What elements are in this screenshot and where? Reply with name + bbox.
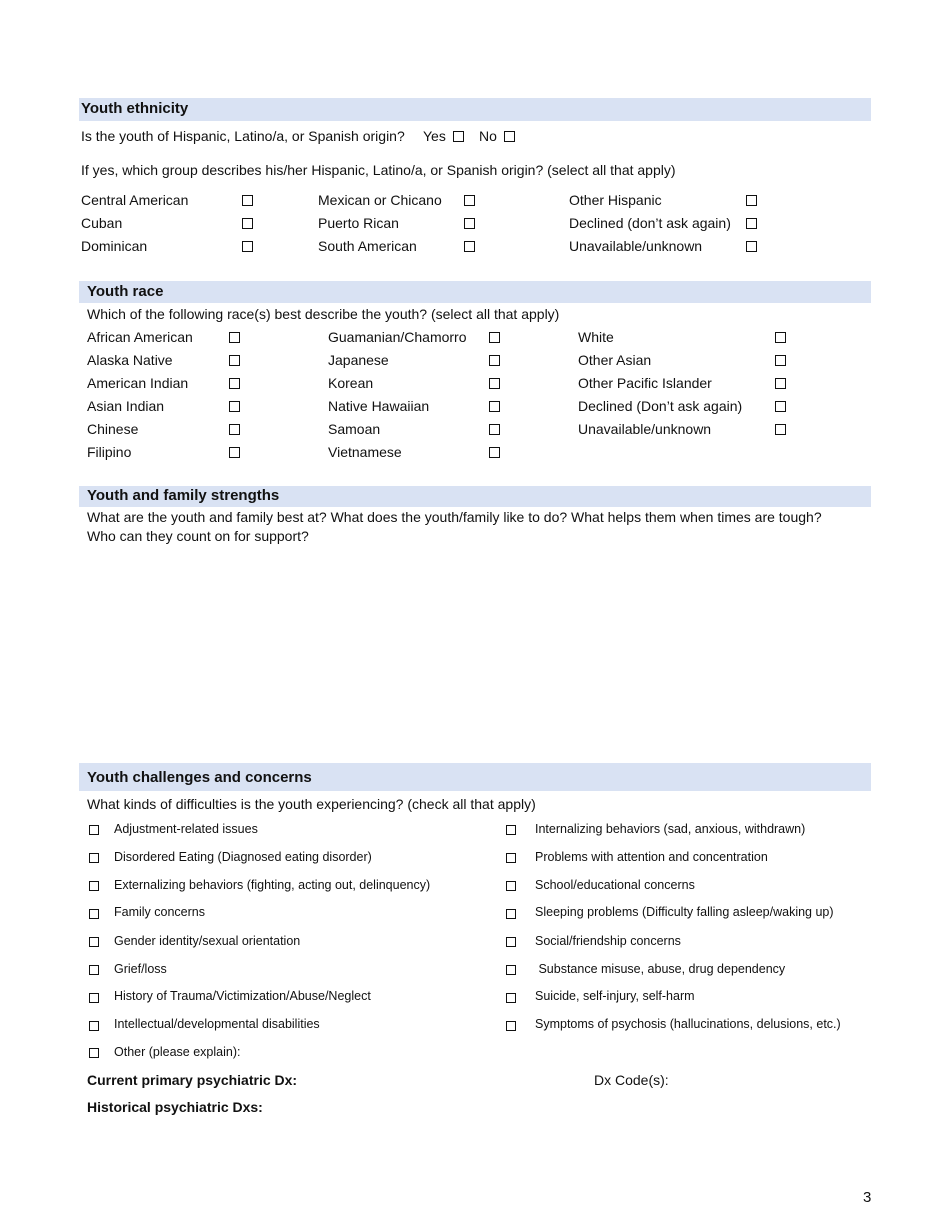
race-checkbox-declined[interactable] [775, 401, 786, 412]
chk-other[interactable] [89, 1048, 99, 1058]
race-option-asian-indian: Asian Indian [87, 398, 165, 414]
race-checkbox-samoan[interactable] [489, 424, 500, 435]
challenges-question: What kinds of difficulties is the youth experiencing? (check all that apply) [87, 796, 536, 812]
label-gender-identity: Gender identity/sexual orientation [114, 934, 301, 948]
eth-checkbox-mexican[interactable] [464, 195, 475, 206]
race-option-unknown: Unavailable/unknown [578, 421, 712, 437]
eth-checkbox-central-american[interactable] [242, 195, 253, 206]
race-checkbox-korean[interactable] [489, 378, 500, 389]
label-family: Family concerns [114, 905, 205, 919]
race-checkbox-other-asian[interactable] [775, 355, 786, 366]
eth-checkbox-unknown[interactable] [746, 241, 757, 252]
race-checkbox-asian-indian[interactable] [229, 401, 240, 412]
hispanic-yes-checkbox[interactable] [453, 131, 464, 142]
eth-option-dominican: Dominican [81, 238, 148, 254]
race-option-american-indian: American Indian [87, 375, 189, 391]
label-externalizing: Externalizing behaviors (fighting, acting out, delinquency) [114, 878, 431, 892]
label-internalizing: Internalizing behaviors (sad, anxious, withdrawn) [535, 822, 806, 836]
race-question: Which of the following race(s) best describe the youth? (select all that apply) [87, 306, 560, 322]
chk-disordered-eating[interactable] [89, 853, 99, 863]
label-other: Other (please explain): [114, 1045, 241, 1059]
chk-trauma[interactable] [89, 993, 99, 1003]
label-substance: Substance misuse, abuse, drug dependency [535, 962, 786, 976]
hispanic-question: Is the youth of Hispanic, Latino/a, or Spanish origin? [81, 128, 405, 144]
chk-externalizing[interactable] [89, 881, 99, 891]
strengths-prompt-line1: What are the youth and family best at? What does the youth/family like to do? What helps them when times are tough? [87, 509, 822, 525]
hispanic-yes-label: Yes [423, 128, 446, 144]
eth-checkbox-dominican[interactable] [242, 241, 253, 252]
page-number: 3 [863, 1189, 872, 1206]
primary-dx-label: Current primary psychiatric Dx: [87, 1072, 298, 1088]
chk-adjustment[interactable] [89, 825, 99, 835]
eth-option-cuban: Cuban [81, 215, 123, 231]
race-option-other-asian: Other Asian [578, 352, 652, 368]
eth-checkbox-puerto-rican[interactable] [464, 218, 475, 229]
race-checkbox-vietnamese[interactable] [489, 447, 500, 458]
challenges-heading: Youth challenges and concerns [79, 763, 871, 791]
race-option-guamanian: Guamanian/Chamorro [328, 329, 467, 345]
eth-option-puerto-rican: Puerto Rican [318, 215, 399, 231]
label-adjustment: Adjustment-related issues [114, 822, 258, 836]
label-attention: Problems with attention and concentration [535, 850, 768, 864]
eth-checkbox-south-american[interactable] [464, 241, 475, 252]
race-checkbox-white[interactable] [775, 332, 786, 343]
race-checkbox-native-hawaiian[interactable] [489, 401, 500, 412]
label-social: Social/friendship concerns [535, 934, 681, 948]
chk-intellectual[interactable] [89, 1021, 99, 1031]
eth-option-central-american: Central American [81, 192, 189, 208]
chk-school[interactable] [506, 881, 516, 891]
race-checkbox-filipino[interactable] [229, 447, 240, 458]
race-heading: Youth race [79, 281, 871, 303]
label-suicide: Suicide, self-injury, self-harm [535, 989, 695, 1003]
eth-option-south-american: South American [318, 238, 417, 254]
label-disordered-eating: Disordered Eating (Diagnosed eating disorder) [114, 850, 372, 864]
race-checkbox-other-pacific-islander[interactable] [775, 378, 786, 389]
hispanic-followup: If yes, which group describes his/her Hispanic, Latino/a, or Spanish origin? (select all that apply) [81, 162, 676, 178]
race-checkbox-american-indian[interactable] [229, 378, 240, 389]
chk-internalizing[interactable] [506, 825, 516, 835]
eth-option-unknown: Unavailable/unknown [569, 238, 703, 254]
race-option-alaska-native: Alaska Native [87, 352, 173, 368]
race-option-korean: Korean [328, 375, 374, 391]
strengths-response-area[interactable] [87, 552, 867, 752]
eth-option-declined: Declined (don’t ask again) [569, 215, 731, 231]
chk-psychosis[interactable] [506, 1021, 516, 1031]
hispanic-no-label: No [479, 128, 497, 144]
chk-suicide[interactable] [506, 993, 516, 1003]
race-option-chinese: Chinese [87, 421, 139, 437]
label-school: School/educational concerns [535, 878, 695, 892]
race-option-declined: Declined (Don’t ask again) [578, 398, 743, 414]
hispanic-no-checkbox[interactable] [504, 131, 515, 142]
dx-code-label: Dx Code(s): [594, 1072, 669, 1088]
eth-checkbox-declined[interactable] [746, 218, 757, 229]
race-option-filipino: Filipino [87, 444, 132, 460]
race-option-japanese: Japanese [328, 352, 389, 368]
chk-substance[interactable] [506, 965, 516, 975]
race-option-samoan: Samoan [328, 421, 381, 437]
eth-checkbox-other-hispanic[interactable] [746, 195, 757, 206]
strengths-heading: Youth and family strengths [79, 486, 871, 507]
race-checkbox-guamanian[interactable] [489, 332, 500, 343]
chk-family[interactable] [89, 909, 99, 919]
chk-gender-identity[interactable] [89, 937, 99, 947]
race-option-vietnamese: Vietnamese [328, 444, 402, 460]
chk-social[interactable] [506, 937, 516, 947]
race-option-native-hawaiian: Native Hawaiian [328, 398, 430, 414]
label-psychosis: Symptoms of psychosis (hallucinations, delusions, etc.) [535, 1017, 841, 1031]
race-checkbox-unknown[interactable] [775, 424, 786, 435]
strengths-prompt-line2: Who can they count on for support? [87, 528, 309, 544]
eth-option-other-hispanic: Other Hispanic [569, 192, 662, 208]
eth-option-mexican: Mexican or Chicano [318, 192, 442, 208]
race-option-white: White [578, 329, 614, 345]
label-grief: Grief/loss [114, 962, 167, 976]
label-sleeping: Sleeping problems (Difficulty falling asleep/waking up) [535, 905, 834, 919]
historical-dx-label: Historical psychiatric Dxs: [87, 1099, 263, 1115]
label-intellectual: Intellectual/developmental disabilities [114, 1017, 320, 1031]
race-option-other-pacific-islander: Other Pacific Islander [578, 375, 712, 391]
eth-checkbox-cuban[interactable] [242, 218, 253, 229]
race-checkbox-chinese[interactable] [229, 424, 240, 435]
chk-sleeping[interactable] [506, 909, 516, 919]
label-trauma: History of Trauma/Victimization/Abuse/Neglect [114, 989, 371, 1003]
race-checkbox-african-american[interactable] [229, 332, 240, 343]
ethnicity-heading: Youth ethnicity [79, 98, 871, 121]
chk-attention[interactable] [506, 853, 516, 863]
chk-grief[interactable] [89, 965, 99, 975]
race-checkbox-japanese[interactable] [489, 355, 500, 366]
race-option-african-american: African American [87, 329, 193, 345]
race-checkbox-alaska-native[interactable] [229, 355, 240, 366]
